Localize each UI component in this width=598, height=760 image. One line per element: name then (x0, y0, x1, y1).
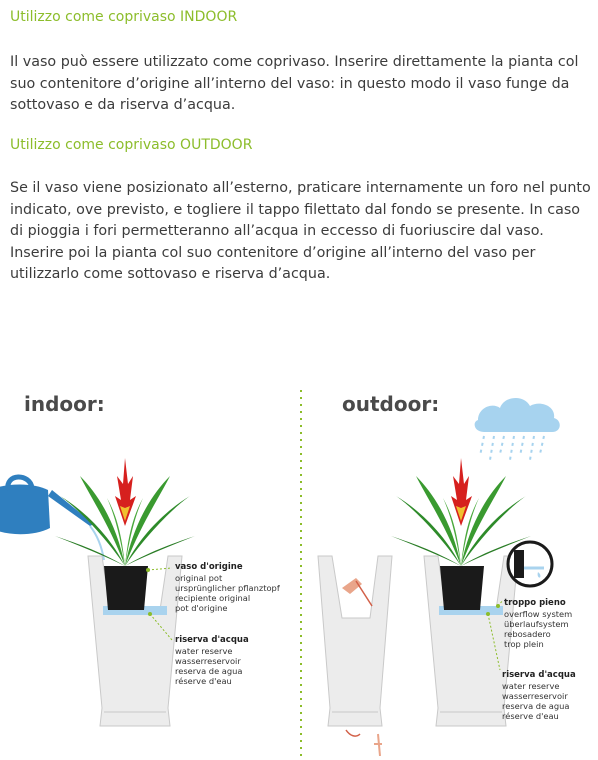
indoor-inner-pot (104, 566, 148, 610)
svg-text:original pot: original pot (175, 573, 223, 583)
svg-text:wasserreservoir: wasserreservoir (502, 691, 568, 701)
usage-illustration (0, 378, 598, 756)
svg-text:überlaufsystem: überlaufsystem (504, 619, 569, 629)
svg-text:recipiente original: recipiente original (175, 593, 251, 603)
usage-diagram (0, 378, 598, 756)
outdoor-plant-icon (391, 458, 531, 566)
svg-text:water reserve: water reserve (175, 646, 233, 656)
svg-text:réserve d'eau: réserve d'eau (175, 676, 232, 686)
indoor-title: indoor: (24, 392, 105, 416)
overflow-detail-icon (508, 542, 552, 586)
svg-text:overflow system: overflow system (504, 609, 573, 619)
svg-text:wasserreservoir: wasserreservoir (175, 656, 241, 666)
svg-text:water reserve: water reserve (502, 681, 560, 691)
svg-text:riserva d'acqua: riserva d'acqua (175, 635, 249, 645)
svg-text:vaso d'origine: vaso d'origine (175, 562, 243, 572)
rain-cloud-icon (475, 398, 560, 460)
outdoor-cutaway-vase (318, 556, 392, 756)
indoor-paragraph: Il vaso può essere utilizzato come coprivaso. Inserire direttamente la pianta col suo contenitore d’origine all’interno del vaso: in questo modo il vaso funge da sottovaso e da riserva d’acqua. (10, 54, 579, 113)
svg-text:trop plein: trop plein (504, 639, 544, 649)
outdoor-title: outdoor: (342, 392, 440, 416)
outdoor-paragraph: Se il vaso viene posizionato all’esterno, praticare internamente un foro nel punto indicato, ove previsto, e togliere il tappo filettato dal fondo se presente. In caso di pioggia i fori permetteranno all’acqua in eccesso di fuoriuscire dal vaso. Inserire poi la pianta col suo contenitore d’origine all’interno del vaso per utilizzarlo come sottovaso e riserva d’acqua. (10, 180, 591, 282)
svg-text:reserva de agua: reserva de agua (175, 666, 243, 676)
outdoor-inner-pot (440, 566, 484, 610)
svg-text:pot d'origine: pot d'origine (175, 603, 228, 613)
callout-troppo-pieno (496, 598, 572, 649)
indoor-heading: Utilizzo come coprivaso INDOOR (10, 9, 238, 25)
svg-text:réserve d'eau: réserve d'eau (502, 711, 559, 721)
outdoor-heading: Utilizzo come coprivaso OUTDOOR (10, 137, 253, 153)
svg-text:rebosadero: rebosadero (504, 629, 551, 639)
svg-text:riserva d'acqua: riserva d'acqua (502, 670, 576, 680)
svg-text:reserva de agua: reserva de agua (502, 701, 570, 711)
svg-text:ursprünglicher pflanztopf: ursprünglicher pflanztopf (175, 583, 280, 593)
svg-text:troppo pieno: troppo pieno (504, 598, 566, 608)
